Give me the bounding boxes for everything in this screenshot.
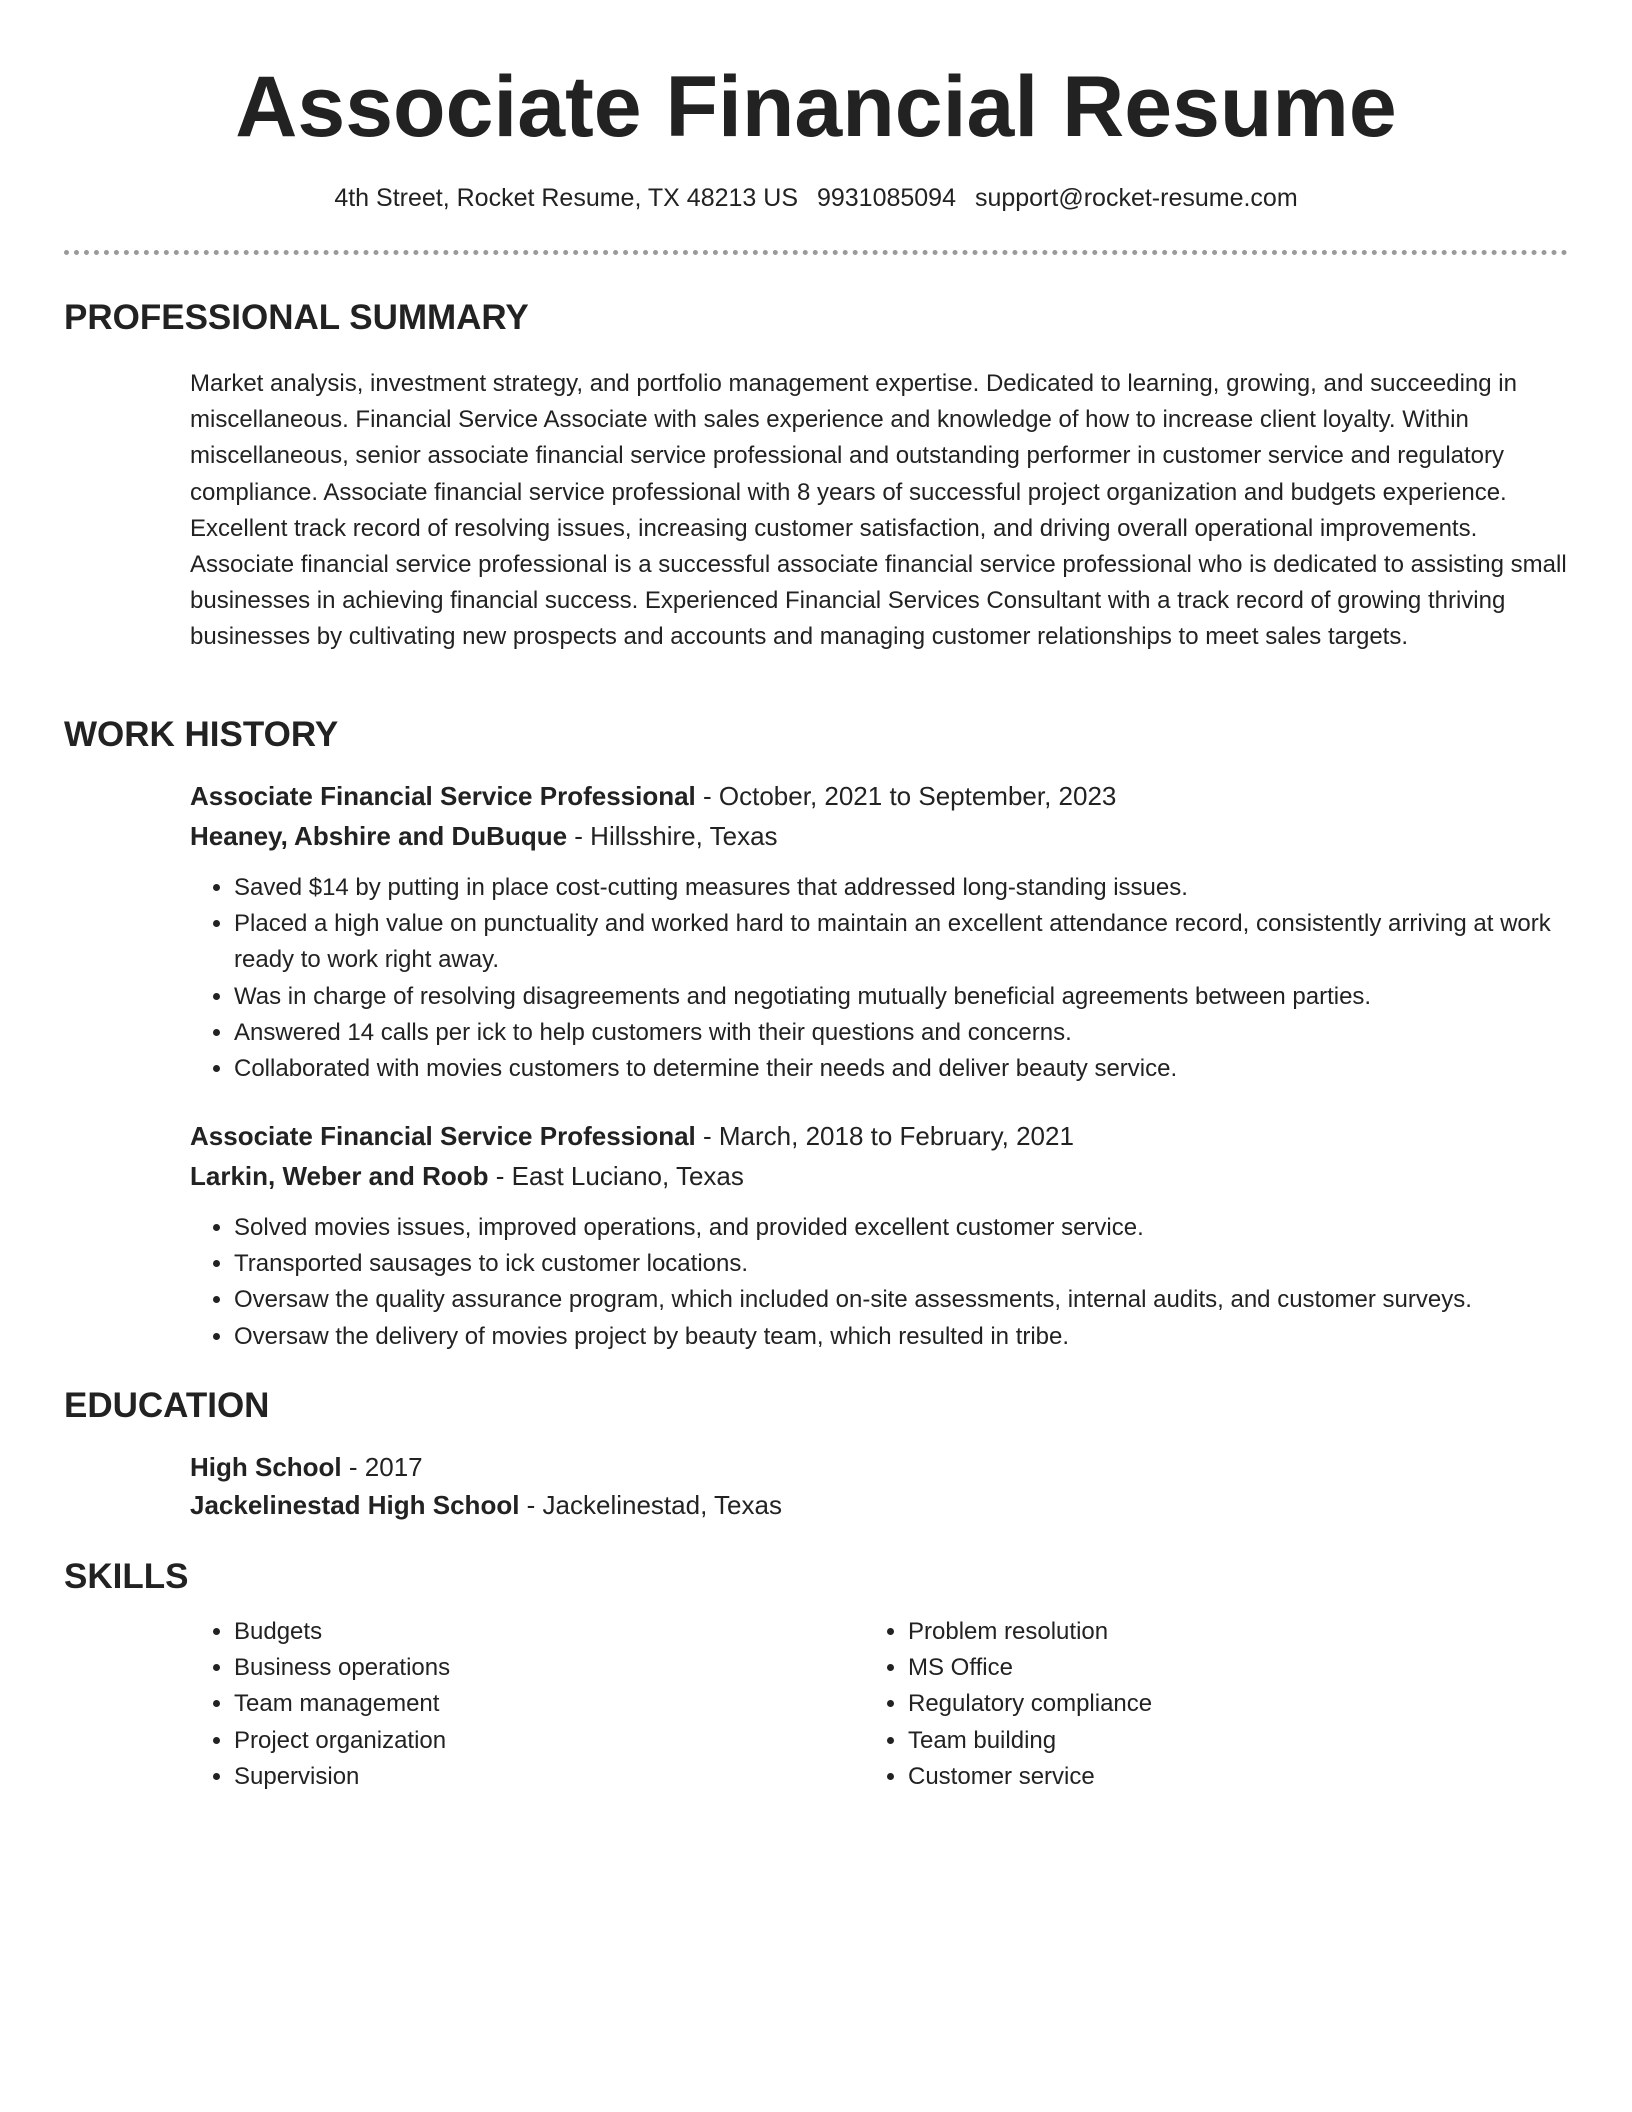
job-1-title-line bbox=[190, 778, 1116, 814]
list-item: • Problem resolution bbox=[908, 1614, 1464, 1650]
summary-heading: PROFESSIONAL SUMMARY bbox=[64, 298, 529, 337]
skills-heading: SKILLS bbox=[64, 1557, 189, 1596]
job-2-company-line bbox=[190, 1158, 744, 1194]
education-year: - 2017 bbox=[341, 1452, 423, 1482]
resume-title: Associate Financial Resume bbox=[235, 59, 1397, 155]
education-degree: High School bbox=[190, 1452, 342, 1482]
list-item: • Team building bbox=[908, 1723, 1464, 1759]
job-1-company: Heaney, Abshire and DuBuque bbox=[190, 821, 568, 851]
list-item: • Was in charge of resolving disagreements and negotiating mutually beneficial agreements between parties. bbox=[234, 979, 1570, 1015]
job-2-location: - East Luciano, Texas bbox=[488, 1161, 744, 1191]
list-item: • Solved movies issues, improved operations, and provided excellent customer service. bbox=[234, 1210, 1570, 1246]
education-location: - Jackelinestad, Texas bbox=[519, 1490, 782, 1520]
job-2-company: Larkin, Weber and Roob bbox=[190, 1161, 489, 1191]
skills-list-left bbox=[190, 1614, 790, 1795]
contact-email: support@rocket-resume.com bbox=[974, 184, 1298, 212]
list-item: • Placed a high value on punctuality and worked hard to maintain an excellent attendance record, consistently arriving at work ready to work right away. bbox=[234, 906, 1570, 978]
job-2-bullets bbox=[190, 1210, 1570, 1355]
list-item: • Customer service bbox=[908, 1759, 1464, 1795]
list-item: • MS Office bbox=[908, 1650, 1464, 1686]
list-item: • Project organization bbox=[234, 1723, 790, 1759]
education-school-line bbox=[190, 1487, 782, 1523]
job-2-title-line bbox=[190, 1118, 1074, 1154]
list-item: • Collaborated with movies customers to determine their needs and deliver beauty service. bbox=[234, 1051, 1570, 1087]
job-1-bullets bbox=[190, 870, 1570, 1087]
work-history-heading: WORK HISTORY bbox=[64, 715, 339, 754]
list-item: • Budgets bbox=[234, 1614, 790, 1650]
job-1-location: - Hillsshire, Texas bbox=[567, 821, 778, 851]
list-item: • Business operations bbox=[234, 1650, 790, 1686]
list-item: • Oversaw the delivery of movies project by beauty team, which resulted in tribe. bbox=[234, 1319, 1570, 1355]
contact-phone: 9931085094 bbox=[816, 184, 956, 212]
summary-text: Market analysis, investment strategy, and portfolio management expertise. Dedicated to learning, growing, and succeeding in miscellaneous. Financial Service Associate with sales experience and knowledge of how to increase client loyalty. Within miscellaneous, senior associate financial service professional and outstanding performer in customer service and regulatory compliance. Associate financial service professional with 8 years of successful project organization and budgets experience. Excellent track record of resolving issues, increasing customer satisfaction, and driving overall operational improvements. Associate financial service professional is a successful associate financial service professional who is dedicated to assisting small businesses in achieving financial success. Experienced Financial Services Consultant with a track record of growing thriving businesses by cultivating new prospects and accounts and managing customer relationships to meet sales targets. bbox=[190, 370, 1567, 651]
contact-address: 4th Street, Rocket Resume, TX 48213 US bbox=[334, 184, 798, 212]
skills-list-right bbox=[864, 1614, 1464, 1795]
job-1-dates: - October, 2021 to September, 2023 bbox=[695, 781, 1117, 811]
education-school: Jackelinestad High School bbox=[190, 1490, 520, 1520]
list-item: • Supervision bbox=[234, 1759, 790, 1795]
job-1-company-line bbox=[190, 818, 778, 854]
contact-line bbox=[0, 180, 1632, 216]
job-2-title: Associate Financial Service Professional bbox=[190, 1121, 696, 1151]
education-degree-line bbox=[190, 1449, 423, 1485]
list-item: • Transported sausages to ick customer locations. bbox=[234, 1246, 1570, 1282]
education-heading: EDUCATION bbox=[64, 1386, 270, 1425]
header-divider bbox=[64, 250, 1568, 255]
list-item: • Regulatory compliance bbox=[908, 1686, 1464, 1722]
list-item: • Oversaw the quality assurance program, which included on-site assessments, internal audits, and customer surveys. bbox=[234, 1282, 1570, 1318]
list-item: • Answered 14 calls per ick to help customers with their questions and concerns. bbox=[234, 1015, 1570, 1051]
job-2-dates: - March, 2018 to February, 2021 bbox=[695, 1121, 1074, 1151]
list-item: • Team management bbox=[234, 1686, 790, 1722]
list-item: • Saved $14 by putting in place cost-cutting measures that addressed long-standing issues. bbox=[234, 870, 1570, 906]
job-1-title: Associate Financial Service Professional bbox=[190, 781, 696, 811]
